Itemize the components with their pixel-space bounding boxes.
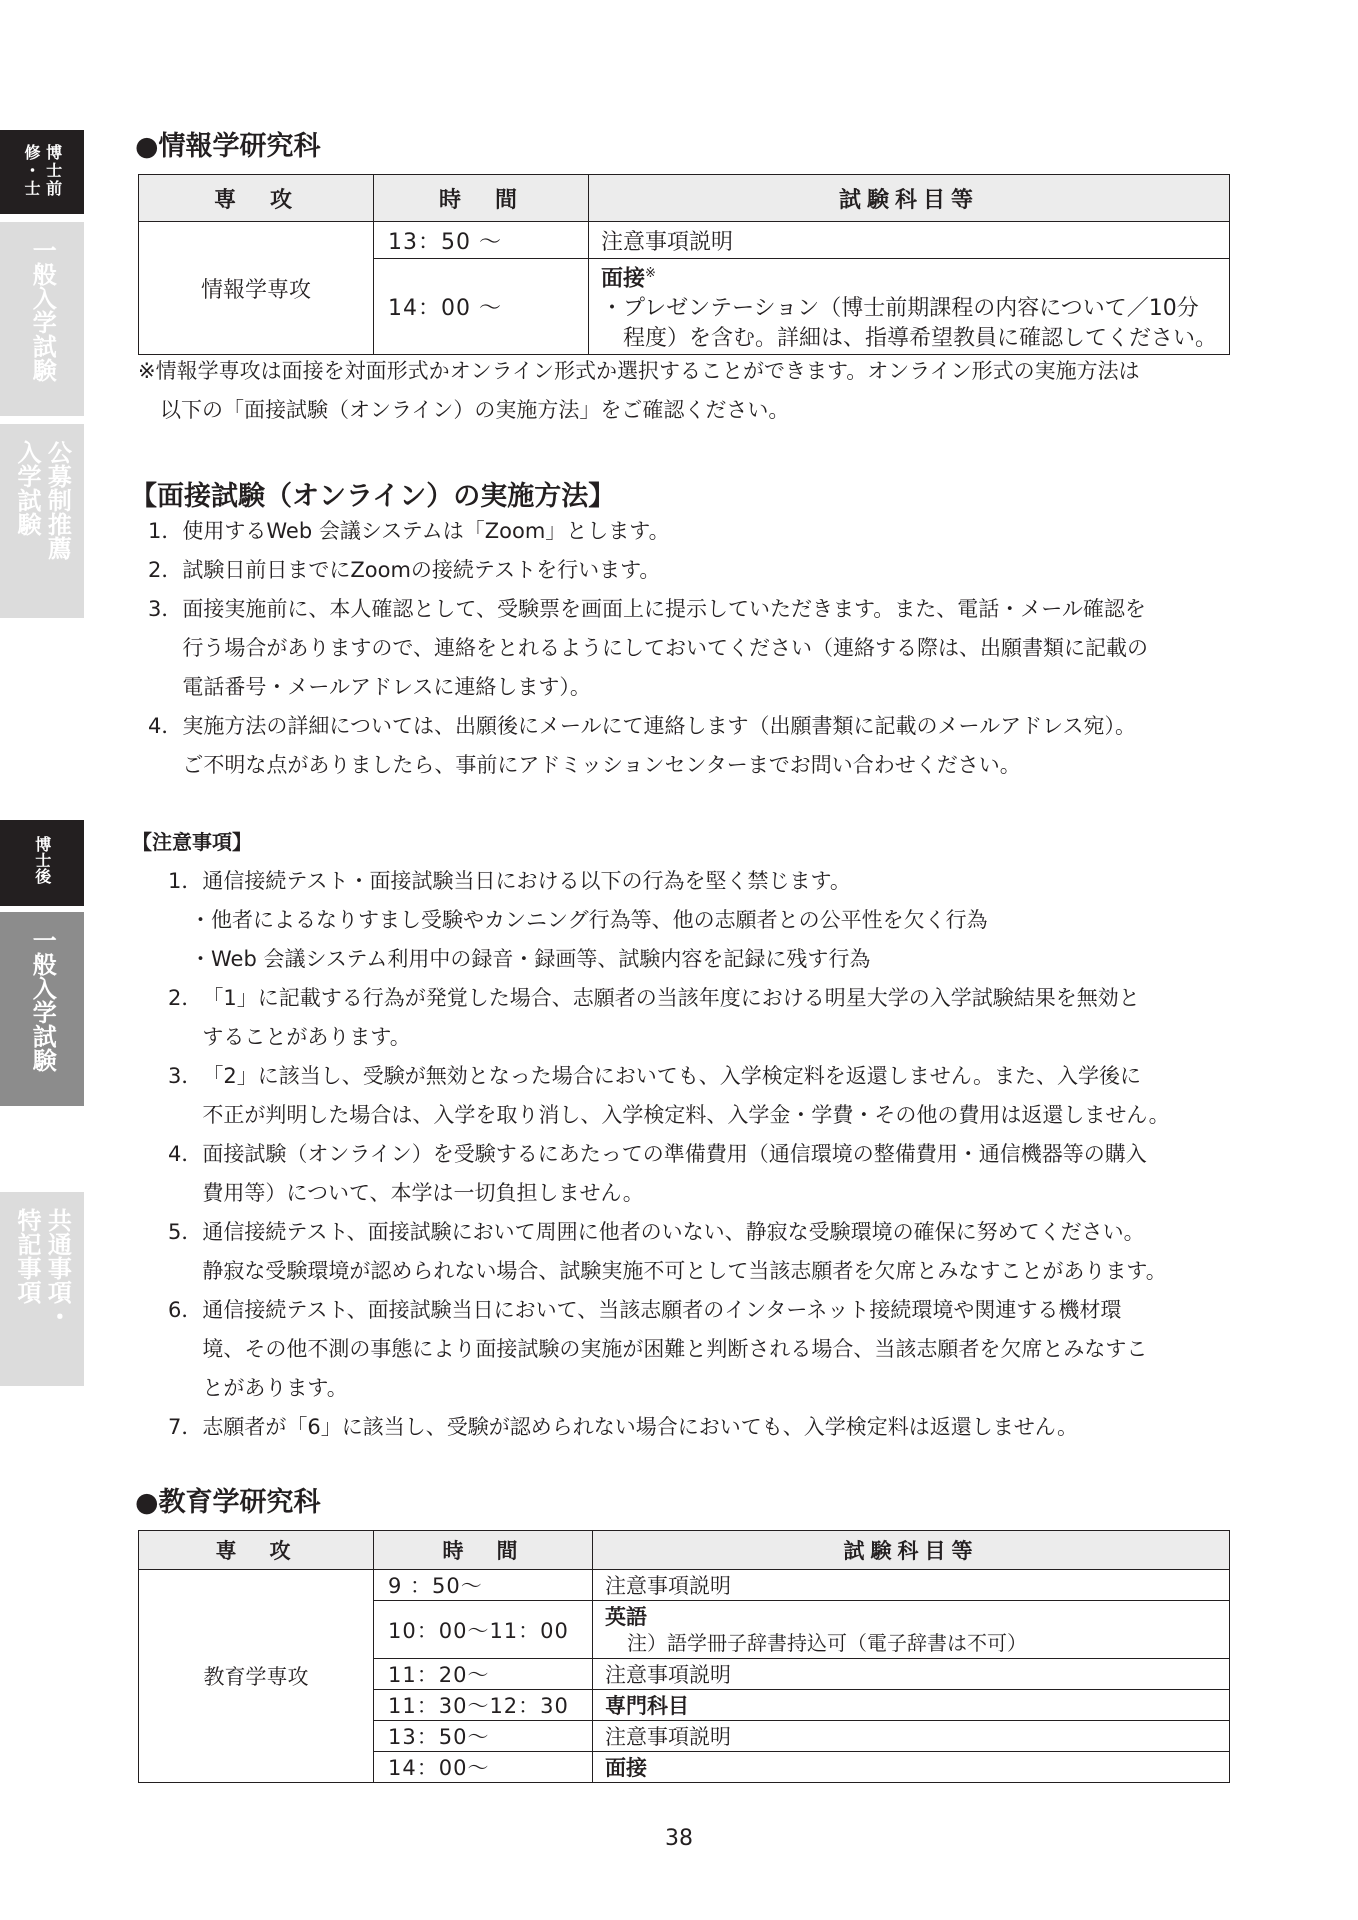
list-line: 費用等）について、本学は一切負担しません。 — [202, 1181, 644, 1205]
time-cell: 13：50〜 — [374, 1721, 593, 1752]
list-num: 7． — [168, 1415, 203, 1439]
subject-cell — [589, 259, 1230, 355]
side-tab-master-col1 — [44, 144, 62, 198]
side-tab-col — [44, 440, 70, 560]
header-subject: 試験科目等 — [589, 175, 1230, 222]
section1-table — [138, 174, 1230, 355]
list-line: 面接試験（オンライン）を受験するにあたっての準備費用（通信環境の整備費用・通信機器等の購入 — [202, 1142, 1147, 1166]
caution-list — [168, 862, 1240, 1447]
side-tab-text: 一般入学試験 — [28, 238, 57, 382]
list-text — [182, 551, 1238, 590]
side-tab-col — [44, 1208, 70, 1328]
list-text: 通信接続テスト・面接試験当日における以下の行為を堅く禁じます。 — [202, 869, 851, 893]
side-tab-text: 共通事項・ — [43, 1208, 72, 1328]
list-num: 6． — [168, 1298, 203, 1322]
subject-label: 面接 — [601, 266, 646, 292]
side-tab-text: 博士後 — [32, 836, 52, 884]
side-tab-col — [33, 836, 51, 884]
list-text — [202, 1408, 1240, 1447]
list-num: 1． — [148, 519, 183, 543]
list-line: 「2」に該当し、受験が無効となった場合においても、入学検定料を返還しません。また、入学後に — [202, 1064, 1141, 1088]
list-line: することがあります。 — [202, 1025, 411, 1049]
list-item — [148, 551, 1238, 590]
list-line: 試験日前日までにZoomの接続テストを行います。 — [182, 558, 661, 582]
list-line: 通信接続テスト、面接試験当日において、当該志願者のインターネット接続環境や関連する機材環 — [202, 1298, 1122, 1322]
section1-note — [138, 352, 1238, 430]
list-text — [182, 512, 1238, 551]
list-text — [182, 590, 1238, 707]
time-cell: 14：00〜 — [374, 1752, 593, 1783]
side-tab-col — [14, 1208, 40, 1304]
list-item — [168, 1057, 1240, 1135]
time-cell: 14：00 〜 — [374, 259, 589, 355]
side-tab-col — [29, 928, 55, 1072]
list-line: 静寂な受験環境が認められない場合、試験実施不可として当該志願者を欠席とみなすことがあります。 — [202, 1259, 1167, 1283]
list-text — [202, 1057, 1240, 1135]
note-line: ※情報学専攻は面接を対面形式かオンライン形式か選択することができます。オンライン形式の実施方法は — [138, 359, 1140, 383]
list-text — [202, 979, 1240, 1057]
header-time: 時 間 — [374, 1531, 593, 1570]
list-line: 使用するWeb 会議システムは「Zoom」とします。 — [182, 519, 670, 543]
header-major: 専 攻 — [139, 175, 374, 222]
subject-cell: 注意事項説明 — [593, 1659, 1230, 1690]
side-tab-text: 一般入学試験 — [28, 928, 57, 1072]
list-line: とがあります。 — [202, 1376, 348, 1400]
side-tab-doctor — [0, 820, 84, 906]
side-tab-text: 博士前 — [43, 144, 63, 198]
list-text — [182, 707, 1238, 785]
list-item — [168, 1213, 1240, 1291]
side-tab-text: 特記事項 — [13, 1208, 41, 1304]
side-tab-master — [0, 130, 84, 214]
list-line: 電話番号・メールアドレスに連絡します）。 — [182, 675, 591, 699]
list-line: 通信接続テスト、面接試験において周囲に他者のいない、静寂な受験環境の確保に努めてください。 — [202, 1220, 1145, 1244]
section2-table — [138, 1530, 1230, 1783]
list-num: 3． — [148, 597, 183, 621]
list-item — [168, 1291, 1240, 1408]
time-cell: 10：00〜11：00 — [374, 1601, 593, 1659]
header-time: 時 間 — [374, 175, 589, 222]
list-num: 1． — [168, 869, 203, 893]
list-line: 「1」に記載する行為が発覚した場合、志願者の当該年度における明星大学の入学試験結果を無効と — [202, 986, 1140, 1010]
side-tab-col — [29, 238, 55, 382]
subject-cell: 注意事項説明 — [593, 1721, 1230, 1752]
subject-detail: 程度）を含む。詳細は、指導希望教員に確認してください。 — [623, 326, 1218, 352]
subject-cell: 面接 — [593, 1752, 1230, 1783]
bullet-text: ・他者によるなりすまし受験やカンニング行為等、他の志願者との公平性を欠く行為 — [190, 908, 988, 932]
list-num: 5． — [168, 1220, 203, 1244]
subject-label: 英語 — [605, 1604, 647, 1629]
side-tab-col — [14, 440, 40, 536]
list-num: 4． — [148, 714, 183, 738]
list-item — [168, 1408, 1240, 1447]
list-line: 行う場合がありますので、連絡をとれるようにしておいてください（連絡する際は、出願書類に記載の — [182, 636, 1148, 660]
side-tab-common — [0, 1192, 84, 1386]
list-line: 志願者が「6」に該当し、受験が認められない場合においても、入学検定料は返還しません。 — [202, 1415, 1078, 1439]
list-num: 2． — [168, 986, 203, 1010]
online-title: 【面接試験（オンライン）の実施方法】 — [130, 481, 616, 512]
list-item — [148, 590, 1238, 707]
page-number: 38 — [665, 1826, 693, 1851]
subject-detail: ・プレゼンテーション（博士前期課程の内容について／10分 — [601, 296, 1199, 322]
online-list — [148, 512, 1238, 785]
note-line: 以下の「面接試験（オンライン）の実施方法」をご確認ください。 — [160, 398, 790, 422]
list-text — [202, 1135, 1240, 1213]
major-cell: 教育学専攻 — [139, 1570, 374, 1783]
header-major: 専 攻 — [139, 1531, 374, 1570]
major-cell: 情報学専攻 — [139, 222, 374, 355]
list-line: 面接実施前に、本人確認として、受験票を画面上に提示していただきます。また、電話・メール確認を — [182, 597, 1146, 621]
bullet-text: ・Web 会議システム利用中の録音・録画等、試験内容を記録に残す行為 — [190, 947, 871, 971]
subject-cell: 注意事項説明 — [589, 222, 1230, 259]
list-item — [168, 1135, 1240, 1213]
time-cell: 11：20〜 — [374, 1659, 593, 1690]
side-tab-text: 修・士 — [22, 144, 41, 198]
section1-title: ●情報学研究科 — [135, 131, 321, 162]
side-tab-text: 入学試験 — [13, 440, 41, 536]
subject-cell: 注意事項説明 — [593, 1570, 1230, 1601]
section2-title: ●教育学研究科 — [135, 1487, 321, 1518]
list-line: ご不明な点がありましたら、事前にアドミッションセンターまでお問い合わせください。 — [182, 753, 1021, 777]
time-cell: 9 ：50〜 — [374, 1570, 593, 1601]
list-bullet — [168, 901, 1240, 940]
side-tab-public — [0, 424, 84, 618]
list-num: 4． — [168, 1142, 203, 1166]
note-mark: ※ — [645, 266, 656, 281]
list-item — [148, 707, 1238, 785]
time-cell: 11：30〜12：30 — [374, 1690, 593, 1721]
subject-cell: 専門科目 — [593, 1690, 1230, 1721]
list-item — [168, 862, 1240, 901]
list-item — [148, 512, 1238, 551]
side-tab-general-2 — [0, 912, 84, 1106]
list-bullet — [168, 940, 1240, 979]
subject-detail: 注）語学冊子辞書持込可（電子辞書は不可） — [627, 1630, 1027, 1655]
list-text — [202, 1291, 1240, 1408]
subject-cell — [593, 1601, 1230, 1659]
list-line: 境、その他不測の事態により面接試験の実施が困難と判断される場合、当該志願者を欠席とみなすこ — [202, 1337, 1148, 1361]
list-num: 3． — [168, 1064, 203, 1088]
list-line: 実施方法の詳細については、出願後にメールにて連絡します（出願書類に記載のメールアドレス宛）。 — [182, 714, 1136, 738]
time-cell: 13：50 〜 — [374, 222, 589, 259]
caution-title: 【注意事項】 — [132, 830, 252, 854]
side-tab-general-1 — [0, 222, 84, 416]
side-tab-master-col2 — [22, 144, 40, 198]
list-text — [202, 1213, 1240, 1291]
list-item — [168, 979, 1240, 1057]
side-tab-text: 公募制推薦 — [43, 440, 72, 560]
list-num: 2． — [148, 558, 183, 582]
list-line: 不正が判明した場合は、入学を取り消し、入学検定料、入学金・学費・その他の費用は返還しません。 — [202, 1103, 1170, 1127]
header-subject: 試験科目等 — [593, 1531, 1230, 1570]
